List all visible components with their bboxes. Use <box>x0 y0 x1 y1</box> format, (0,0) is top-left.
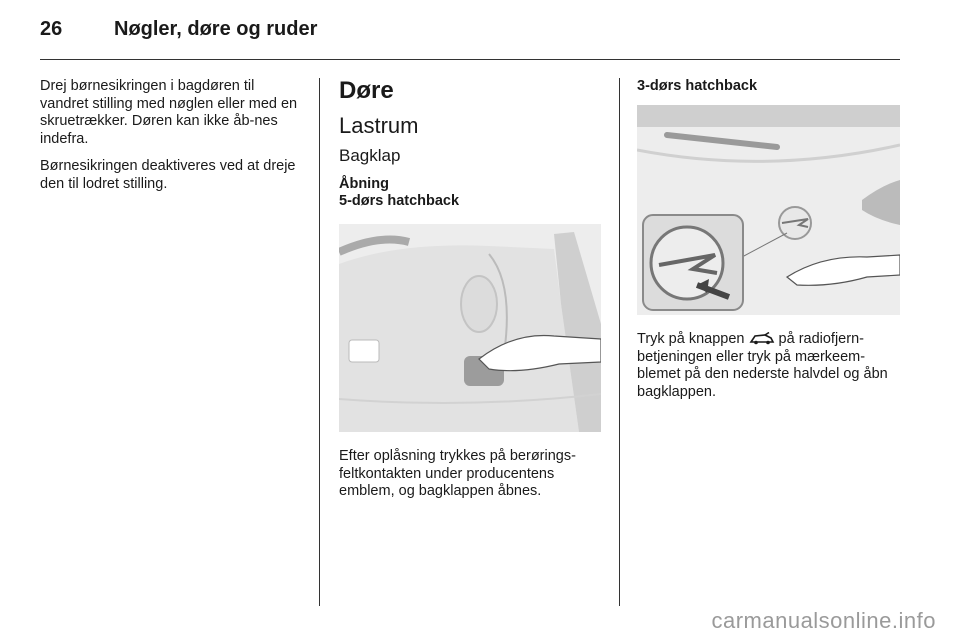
column-left <box>40 78 305 203</box>
chapter-title: Nøgler, døre og ruder <box>114 18 318 40</box>
section-heading-tailgate: Bagklap <box>339 146 401 165</box>
column-divider-2 <box>619 78 620 606</box>
page-number: 26 <box>40 18 63 40</box>
tailgate-5-door-illustration <box>339 224 601 432</box>
tailgate-3-door-illustration <box>637 105 900 315</box>
child-lock-deactivate-paragraph: Børnesikringen deaktiveres ved at dreje den til lodret stilling. <box>40 158 296 192</box>
tailgate-3-door-text-before-icon: Tryk på knappen <box>637 331 745 347</box>
subheading-3-door: 3-dørs hatchback <box>637 78 758 94</box>
section-heading-cargo: Lastrum <box>339 113 419 138</box>
tailgate-3-door-text-after-icon: på radiofjern-betjeningen eller tryk på mærkeem-blemet på den nederste halvdel og åbn bagklappen. <box>637 331 888 400</box>
tailgate-3-door-paragraph <box>637 331 900 401</box>
column-right <box>637 78 900 411</box>
tailgate-key-icon <box>749 332 775 346</box>
section-heading-doors: Døre <box>339 77 394 104</box>
column-divider <box>319 78 320 606</box>
watermark: carmanualsonline.info <box>711 608 936 633</box>
tailgate-5-door-paragraph: Efter oplåsning trykkes på berørings-feltkontakten under producentens emblem, og bagklappen åbnes. <box>339 448 576 499</box>
column-middle <box>339 78 601 511</box>
child-lock-paragraph: Drej børnesikringen i bagdøren til vandret stilling med nøglen eller med en skruetrækker. Døren kan ikke åb-nes indefra. <box>40 78 298 147</box>
section-heading-opening: Åbning <box>339 176 389 192</box>
header-rule <box>40 59 900 60</box>
subheading-5-door: 5-dørs hatchback <box>339 193 460 209</box>
